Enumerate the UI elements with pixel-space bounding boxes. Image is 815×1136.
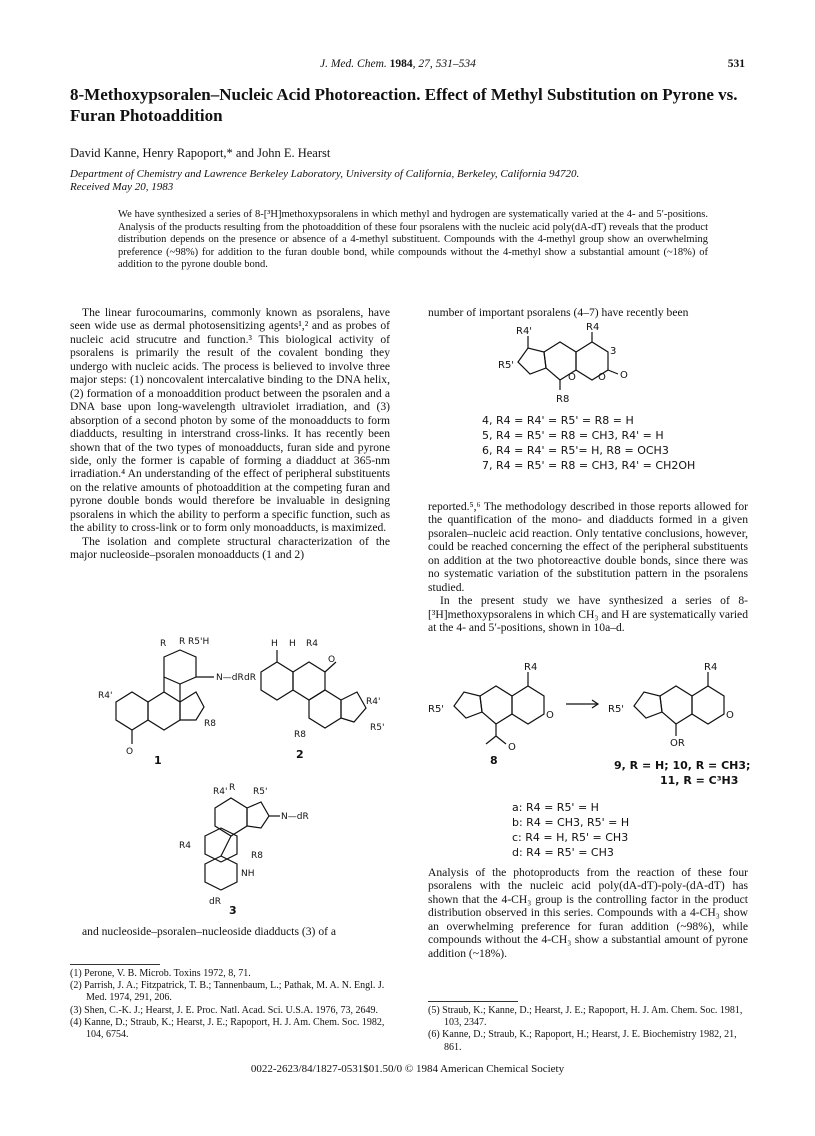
- svg-text:dR: dR: [244, 673, 256, 683]
- svg-text:R4: R4: [524, 662, 538, 673]
- article-title: 8-Methoxypsoralen–Nucleic Acid Photoreaction. Effect of Methyl Substitution on Pyrone vs. Furan Photoaddition: [70, 85, 738, 125]
- footnote: (2) Parrish, J. A.; Fitzpatrick, T. B.; Tannenbaum, L.; Pathak, M. A. N. Engl. J. Med. 1974, 291, 206.: [70, 980, 385, 1004]
- svg-text:H: H: [289, 639, 296, 649]
- product-label-line: 9, R = H; 10, R = CH3;: [614, 759, 751, 772]
- svg-text:O: O: [726, 710, 734, 721]
- svg-text:O: O: [126, 747, 134, 757]
- svg-text:R5': R5': [370, 723, 385, 733]
- svg-text:OR: OR: [670, 738, 685, 749]
- svg-text:R4: R4: [179, 841, 191, 851]
- paragraph: The linear furocoumarins, commonly known as psoralens, have seen wide use as dermal photosensitizing agents¹,² and as probes of nucleic acid strucutre and function.³ This biological activity of psoralens is primarily the result of the covalent bonding they undergo with nucleic acids. The process is believed to involve three major steps: (1) noncovalent intercalative binding to the DNA helix, (2) formation of a monoaddition product between the psoralen and a DNA base upon long-wavelength ultraviolet irradiation, and (3) absorption of a second photon by some of the monoadducts to form diadducts, resulting in interstrand cross-links. It has recently been shown that of the two types of monoadducts, furan side and pyrone side, only the former is capable of forming a diadduct at 365-nm irradiation.⁴ An understanding of the effect of peripheral substituents on the relative amounts of photoaddition at the competing furan and pyrone double bonds would therefore be invaluable in designing psoralens in which the ability to perform a specific function, such as the ability to cross-link or to form only monoadducts, is maximized.: [70, 306, 390, 535]
- svg-text:R4': R4': [98, 691, 113, 701]
- svg-text:R4: R4: [306, 639, 318, 649]
- left-column-text: [70, 306, 390, 562]
- compound-definition: 6, R4 = R4' = R5'= H, R8 = OCH3: [482, 444, 669, 457]
- svg-text:R8: R8: [251, 851, 263, 861]
- compound-label-3: 3: [229, 904, 237, 915]
- svg-text:R4': R4': [213, 787, 228, 797]
- paragraph: number of important psoralens (4–7) have recently been: [428, 306, 689, 319]
- footnote: (1) Perone, V. B. Microb. Toxins 1972, 8, 71.: [70, 968, 251, 979]
- diadduct-3-drawing: [165, 780, 315, 915]
- svg-text:N—dR: N—dR: [216, 673, 244, 683]
- svg-text:R4': R4': [366, 697, 381, 707]
- adduct-1-2-drawing: [96, 632, 396, 767]
- page-footer: 0022-2623/84/1827-0531$01.50/0 © 1984 American Chemical Society: [250, 1063, 565, 1075]
- right-column-conclusion: [428, 866, 748, 960]
- footnotes-right: [428, 1005, 748, 1054]
- svg-text:O: O: [328, 655, 336, 665]
- svg-text:R: R: [179, 637, 186, 647]
- variant-list: [512, 800, 629, 860]
- footnote-rule: [70, 964, 160, 965]
- affiliation-text: Department of Chemistry and Lawrence Berkeley Laboratory, University of California, Berkeley, California 94720.: [70, 168, 580, 180]
- svg-text:R8: R8: [294, 730, 306, 740]
- adduct-structures-1-2: [96, 632, 396, 767]
- svg-text:3: 3: [610, 346, 617, 357]
- variant-definition: b: R4 = CH3, R5' = H: [512, 816, 630, 829]
- svg-text:R5': R5': [498, 360, 515, 371]
- received-date: Received May 20, 1983: [70, 181, 174, 193]
- footnote: (5) Straub, K.; Kanne, D.; Hearst, J. E.; Rapoport, H. J. Am. Chem. Soc. 1981, 103, 2347.: [428, 1005, 743, 1029]
- svg-text:O: O: [546, 710, 554, 721]
- abstract: We have synthesized a series of 8-[³H]methoxypsoralens in which methyl and hydrogen are systematically varied at the 4- and 5′-positions. Analysis of the products resulting from the photoaddition of these four psoralens with the nucleic acid poly(dA-dT) reveals that the product distribution depends on the presence or absence of a 4-methyl substituent. Compounds with the 4-methyl group show an overwhelming preference (~98%) for addition to the furan double bond, while compounds without the 4-methyl show a substantial amount (~18%) of addition to the pyrone double bond.: [118, 209, 708, 271]
- svg-text:R5': R5': [608, 704, 625, 715]
- product-labels: [614, 758, 750, 788]
- footnote: (4) Kanne, D.; Straub, K.; Hearst, J. E.; Rapoport, H. J. Am. Chem. Soc. 1982, 104, 6754.: [70, 1016, 385, 1041]
- svg-text:R5'H: R5'H: [188, 637, 210, 647]
- svg-text:O: O: [620, 370, 628, 381]
- svg-text:O: O: [598, 372, 606, 383]
- svg-text:R: R: [160, 639, 167, 649]
- footnote: (3) Shen, C.-K. J.; Hearst, J. E. Proc. Natl. Acad. Sci. U.S.A. 1976, 73, 2649.: [70, 1004, 379, 1016]
- svg-text:R8: R8: [204, 719, 216, 729]
- paragraph: In the present study we have synthesized a series of 8-[³H]methoxypsoralens in which CH₃ and H are systematically varied at the 4- and 5′-positions, shown in 10a–d.: [428, 594, 748, 635]
- svg-text:O: O: [508, 742, 516, 753]
- paragraph: reported.⁵,⁶ The methodology described in those reports allowed for the quantification of the mono- and diadducts formed in a given psoralen–nucleic acid reaction. Only tentative conclusions, however, could be reached concerning the effect of the peripheral substituents on addition at the two photoreactive double bonds, since there was no systematic variation of the substitution pattern in the psoralens studied.: [428, 500, 748, 594]
- variant-definition: c: R4 = H, R5' = CH3: [512, 831, 629, 844]
- compound-label-8: 8: [490, 754, 498, 767]
- compound-label-1: 1: [154, 754, 162, 767]
- svg-text:R: R: [229, 783, 236, 793]
- svg-text:O: O: [568, 372, 576, 383]
- svg-text:NH: NH: [241, 869, 255, 879]
- psoralen-core-drawing: [498, 322, 678, 404]
- paragraph: and nucleoside–psoralen–nucleoside diadducts (3) of a: [82, 925, 337, 938]
- svg-text:R8: R8: [556, 394, 570, 404]
- running-header: [320, 58, 476, 70]
- page-number: 531: [727, 58, 745, 70]
- psoralen-core-structure: [498, 322, 678, 404]
- compound-list-4-7: [482, 413, 695, 473]
- journal-name: J. Med. Chem.: [320, 58, 387, 70]
- left-column-continuation: [70, 925, 390, 938]
- svg-text:R4: R4: [586, 322, 600, 333]
- journal-citation: , 27, 531–534: [412, 58, 476, 70]
- product-label-line: 11, R = C³H3: [660, 774, 739, 787]
- variant-definition: d: R4 = R5' = CH3: [512, 846, 614, 859]
- svg-text:N—dR: N—dR: [281, 812, 309, 822]
- compound-definition: 5, R4 = R5' = R8 = CH3, R4' = H: [482, 429, 664, 442]
- compound-definition: 4, R4 = R4' = R5' = R8 = H: [482, 414, 634, 427]
- svg-text:R5': R5': [428, 704, 445, 715]
- paragraph: The isolation and complete structural characterization of the major nucleoside–psoralen monoadducts (1 and 2): [70, 534, 390, 562]
- svg-text:R4: R4: [704, 662, 718, 673]
- footnote: (6) Kanne, D.; Straub, K.; Rapoport, H.; Hearst, J. E. Biochemistry 1982, 21, 861.: [428, 1029, 737, 1053]
- right-column-body: [428, 500, 748, 635]
- variant-definition: a: R4 = R5' = H: [512, 801, 599, 814]
- affiliation: [70, 168, 750, 194]
- compound-label-2: 2: [296, 748, 304, 761]
- svg-text:H: H: [271, 639, 278, 649]
- paragraph: Analysis of the photoproducts from the reaction of these four psoralens with the nucleic acid poly(dA-dT)-poly-(dA-dT) has shown that the 4-CH₃ group is the controlling factor in the product distribution observed in this series. Compounds with a 4-CH₃ show an overwhelming preference for furan addition (~98%), while compounds without the 4-CH₃ show a substantial amount of pyrone addition (~18%).: [428, 866, 748, 960]
- svg-text:dR: dR: [209, 897, 221, 907]
- compound-definition: 7, R4 = R5' = R8 = CH3, R4' = CH2OH: [482, 459, 696, 472]
- footnotes-left: [70, 968, 390, 1041]
- author-list: David Kanne, Henry Rapoport,* and John E. Hearst: [70, 146, 331, 160]
- diadduct-structure-3: [165, 780, 315, 915]
- svg-text:R4': R4': [516, 326, 533, 337]
- svg-text:R5': R5': [253, 787, 268, 797]
- footnote-rule: [428, 1001, 518, 1002]
- right-column-intro: [428, 306, 748, 319]
- journal-year: 1984: [389, 58, 413, 70]
